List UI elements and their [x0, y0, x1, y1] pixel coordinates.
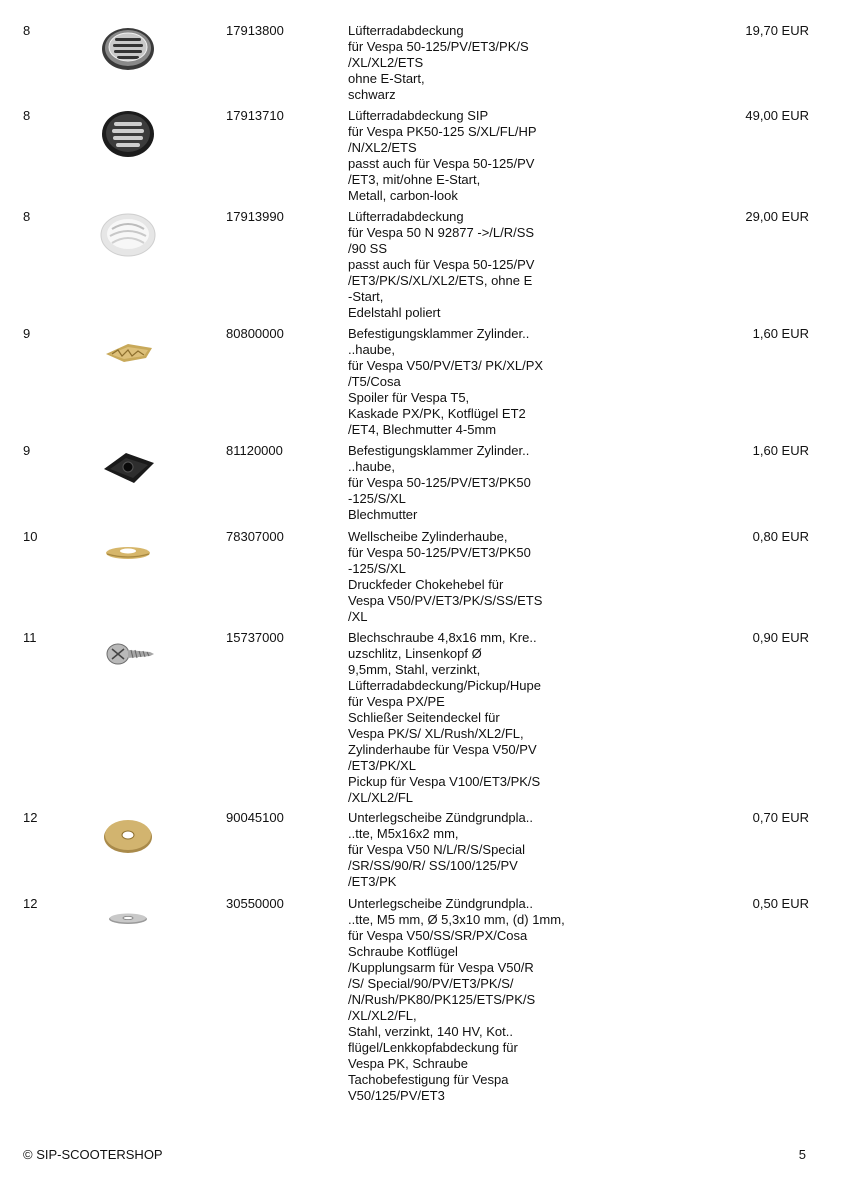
description-line: /SR/SS/90/R/ SS/100/125/PV — [348, 858, 518, 873]
description-line: Blechmutter — [348, 507, 418, 522]
description — [348, 326, 608, 438]
description-line: Unterlegscheibe Zündgrundpla.. — [348, 810, 534, 825]
description-line: ..haube, — [348, 342, 395, 357]
description-line: passt auch für Vespa 50-125/PV — [348, 257, 535, 272]
description — [348, 209, 608, 321]
price: 1,60 EUR — [752, 326, 809, 341]
article-number: 17913710 — [226, 108, 284, 123]
description-line: für Vespa 50-125/PV/ET3/PK50 — [348, 545, 531, 560]
description-line: für Vespa 50-125/PV/ET3/PK50 — [348, 475, 531, 490]
fan-cover-carbon-image — [98, 108, 160, 160]
description-line: Pickup für Vespa V100/ET3/PK/S — [348, 774, 541, 789]
description — [348, 108, 608, 204]
description-line: /ET3/PK — [348, 874, 397, 889]
position-number: 12 — [23, 810, 38, 825]
price: 0,90 EUR — [752, 630, 809, 645]
description-line: -125/S/XL — [348, 491, 406, 506]
description-line: /ET3/PK/S/XL/XL2/ETS, ohne E — [348, 273, 533, 288]
article-number: 30550000 — [226, 896, 284, 911]
description-line: Vespa PK, Schraube — [348, 1056, 468, 1071]
price: 0,50 EUR — [752, 896, 809, 911]
description-line: für Vespa V50/SS/SR/PX/Cosa — [348, 928, 528, 943]
description-line: /S/ Special/90/PV/ET3/PK/S/ — [348, 976, 514, 991]
description-line: Wellscheibe Zylinderhaube, — [348, 529, 508, 544]
description-line: Lüfterradabdeckung SIP — [348, 108, 489, 123]
description-line: Lüfterradabdeckung/Pickup/Hupe — [348, 678, 541, 693]
description-line: Stahl, verzinkt, 140 HV, Kot.. — [348, 1024, 513, 1039]
description-line: passt auch für Vespa 50-125/PV — [348, 156, 535, 171]
description-line: /XL — [348, 609, 368, 624]
description-line: uzschlitz, Linsenkopf Ø — [348, 646, 482, 661]
description — [348, 630, 608, 806]
position-number: 8 — [23, 23, 31, 38]
description — [348, 23, 608, 103]
description-line: für Vespa 50-125/PV/ET3/PK/S — [348, 39, 529, 54]
description-line: V50/125/PV/ET3 — [348, 1088, 445, 1103]
position-number: 10 — [23, 529, 38, 544]
position-number: 9 — [23, 443, 31, 458]
description-line: Metall, carbon-look — [348, 188, 458, 203]
description-line: Vespa PK/S/ XL/Rush/XL2/FL, — [348, 726, 524, 741]
description — [348, 529, 608, 625]
description-line: /ET3/PK/XL — [348, 758, 416, 773]
description-line: /90 SS — [348, 241, 388, 256]
description-line: 9,5mm, Stahl, verzinkt, — [348, 662, 481, 677]
description-line: Blechschraube 4,8x16 mm, Kre.. — [348, 630, 537, 645]
description-line: ..haube, — [348, 459, 395, 474]
description-line: /Kupplungsarm für Vespa V50/R — [348, 960, 534, 975]
position-number: 9 — [23, 326, 31, 341]
large-washer-image — [98, 810, 160, 862]
description-line: ..tte, M5x16x2 mm, — [348, 826, 459, 841]
description-line: flügel/Lenkkopfabdeckung für — [348, 1040, 518, 1055]
description-line: für Vespa PX/PE — [348, 694, 445, 709]
description-line: /N/Rush/PK80/PK125/ETS/PK/S — [348, 992, 536, 1007]
article-number: 15737000 — [226, 630, 284, 645]
description-line: Druckfeder Chokehebel für — [348, 577, 504, 592]
description-line: Lüfterradabdeckung — [348, 209, 464, 224]
description-line: Edelstahl poliert — [348, 305, 441, 320]
description-line: Kaskade PX/PK, Kotflügel ET2 — [348, 406, 526, 421]
description-line: /N/XL2/ETS — [348, 140, 417, 155]
article-number: 81120000 — [226, 443, 283, 458]
description-line: /XL/XL2/FL, — [348, 1008, 417, 1023]
price: 29,00 EUR — [745, 209, 809, 224]
price: 0,80 EUR — [752, 529, 809, 544]
description — [348, 810, 608, 890]
article-number: 90045100 — [226, 810, 284, 825]
description-line: Schraube Kotflügel — [348, 944, 458, 959]
price: 19,70 EUR — [745, 23, 809, 38]
price: 1,60 EUR — [752, 443, 809, 458]
description-line: für Vespa PK50-125 S/XL/FL/HP — [348, 124, 537, 139]
page-number: 5 — [798, 1147, 806, 1162]
position-number: 8 — [23, 209, 31, 224]
description-line: ..tte, M5 mm, Ø 5,3x10 mm, (d) 1mm, — [348, 912, 565, 927]
description-line: Spoiler für Vespa T5, — [348, 390, 470, 405]
description-line: Schließer Seitendeckel für — [348, 710, 500, 725]
wave-washer-image — [98, 529, 160, 581]
description-line: /T5/Cosa — [348, 374, 401, 389]
brass-clip-image — [98, 326, 160, 378]
position-number: 11 — [23, 630, 37, 645]
description-line: /XL/XL2/FL — [348, 790, 414, 805]
description-line: /XL/XL2/ETS — [348, 55, 424, 70]
description-line: für Vespa V50/PV/ET3/ PK/XL/PX — [348, 358, 544, 373]
position-number: 8 — [23, 108, 31, 123]
price: 49,00 EUR — [745, 108, 809, 123]
description — [348, 896, 608, 1104]
description-line: Vespa V50/PV/ET3/PK/S/SS/ETS — [348, 593, 543, 608]
screw-image — [98, 630, 160, 682]
fan-cover-chrome-image — [98, 23, 160, 75]
small-washer-image — [98, 896, 160, 948]
description-line: -Start, — [348, 289, 384, 304]
description-line: für Vespa V50 N/L/R/S/Special — [348, 842, 526, 857]
description-line: Tachobefestigung für Vespa — [348, 1072, 509, 1087]
fan-cover-stainless-image — [98, 209, 160, 261]
article-number: 78307000 — [226, 529, 284, 544]
description-line: Zylinderhaube für Vespa V50/PV — [348, 742, 537, 757]
position-number: 12 — [23, 896, 38, 911]
description-line: Lüfterradabdeckung — [348, 23, 464, 38]
description-line: Unterlegscheibe Zündgrundpla.. — [348, 896, 534, 911]
black-clip-image — [98, 443, 160, 495]
article-number: 17913800 — [226, 23, 284, 38]
description-line: -125/S/XL — [348, 561, 406, 576]
description — [348, 443, 608, 523]
description-line: schwarz — [348, 87, 396, 102]
footer-copyright: © SIP-SCOOTERSHOP — [23, 1147, 163, 1162]
description-line: Befestigungsklammer Zylinder.. — [348, 443, 530, 458]
description-line: /ET3, mit/ohne E-Start, — [348, 172, 481, 187]
description-line: /ET4, Blechmutter 4-5mm — [348, 422, 497, 437]
price: 0,70 EUR — [752, 810, 809, 825]
article-number: 17913990 — [226, 209, 284, 224]
article-number: 80800000 — [226, 326, 284, 341]
description-line: ohne E-Start, — [348, 71, 425, 86]
description-line: Befestigungsklammer Zylinder.. — [348, 326, 530, 341]
description-line: für Vespa 50 N 92877 ->/L/R/SS — [348, 225, 535, 240]
